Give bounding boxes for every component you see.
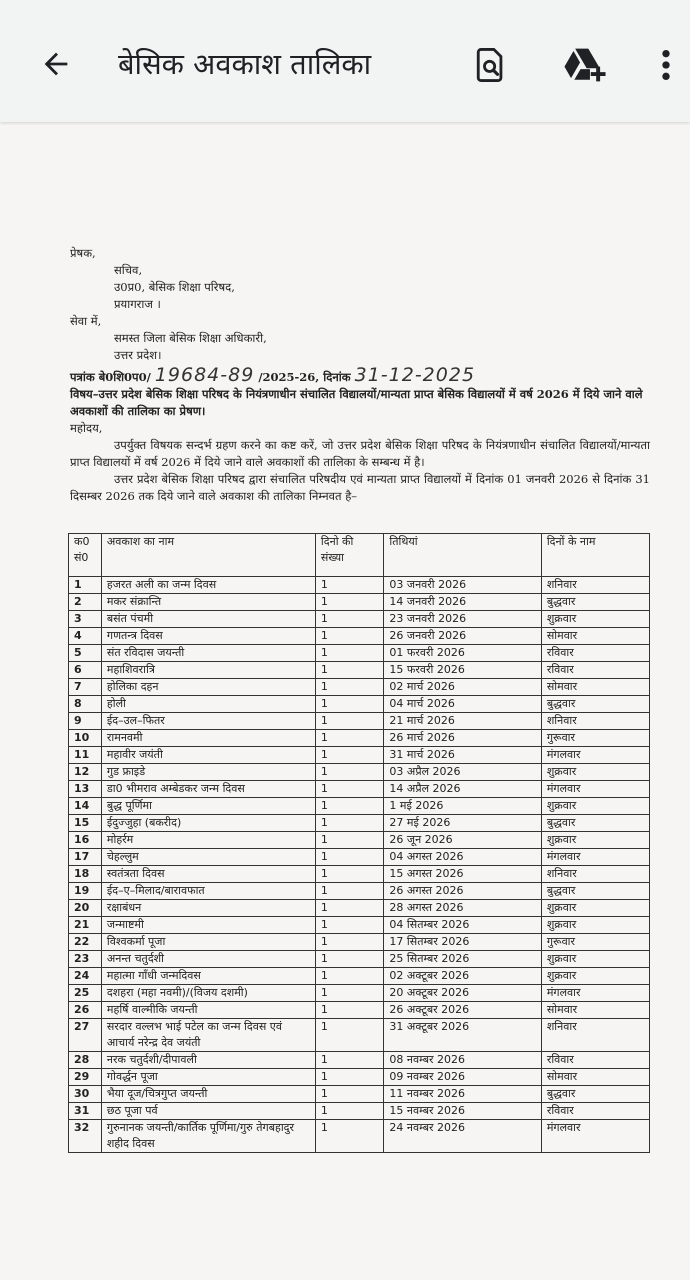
cell-day-count: 1	[315, 577, 384, 594]
cell-date: 14 जनवरी 2026	[384, 594, 541, 611]
cell-weekday: शनिवार	[541, 1019, 649, 1052]
cell-serial: 26	[69, 1002, 102, 1019]
cell-day-count: 1	[315, 866, 384, 883]
holiday-table	[68, 533, 650, 1153]
cell-date: 26 जून 2026	[384, 832, 541, 849]
find-in-document-button[interactable]	[466, 40, 516, 90]
cell-holiday-name: गुरुनानक जयन्ती/कार्तिक पूर्णिमा/गुरु तेगबहादुर शहीद दिवस	[101, 1120, 315, 1153]
cell-serial: 9	[69, 713, 102, 730]
cell-serial: 7	[69, 679, 102, 696]
cell-weekday: मंगलवार	[541, 849, 649, 866]
cell-weekday: रविवार	[541, 1103, 649, 1120]
table-row	[69, 1103, 650, 1120]
cell-serial: 2	[69, 594, 102, 611]
cell-serial: 11	[69, 747, 102, 764]
cell-date: 31 अक्टूबर 2026	[384, 1019, 541, 1052]
cell-serial: 14	[69, 798, 102, 815]
cell-holiday-name: बसंत पंचमी	[101, 611, 315, 628]
cell-serial: 13	[69, 781, 102, 798]
table-row	[69, 866, 650, 883]
subject-line: विषय–उत्तर प्रदेश बेसिक शिक्षा परिषद के नियंत्रणाधीन संचालित विद्यालयों/मान्यता प्राप्त बेसिक विद्यालयों में वर्ष 2026 में दिये जाने वाले अवकाशों की तालिका का प्रेषण।	[70, 387, 643, 418]
cell-date: 08 नवम्बर 2026	[384, 1052, 541, 1069]
cell-holiday-name: अनन्त चतुर्दशी	[101, 951, 315, 968]
more-vert-icon	[661, 48, 671, 82]
cell-holiday-name: होलिका दहन	[101, 679, 315, 696]
cell-holiday-name: मकर संक्रान्ति	[101, 594, 315, 611]
cell-holiday-name: छठ पूजा पर्व	[101, 1103, 315, 1120]
table-row	[69, 849, 650, 866]
cell-weekday: शनिवार	[541, 577, 649, 594]
cell-weekday: बुद्धवार	[541, 883, 649, 900]
cell-serial: 8	[69, 696, 102, 713]
table-row	[69, 781, 650, 798]
cell-holiday-name: रामनवमी	[101, 730, 315, 747]
cell-date: 15 अगस्त 2026	[384, 866, 541, 883]
cell-day-count: 1	[315, 798, 384, 815]
cell-holiday-name: महाशिवरात्रि	[101, 662, 315, 679]
paragraph-1: उपर्युक्त विषयक सन्दर्भ ग्रहण करने का कष्ट करें, जो उत्तर प्रदेश बेसिक शिक्षा परिषद के नियंत्रणाधीन संचालित विद्यालयों/मान्यता प्राप्त विद्यालयों में वर्ष 2026 में दिये जाने वाले अवकाशों की तालिका के सम्बन्ध में है।	[70, 438, 650, 469]
cell-weekday: शुक्रवार	[541, 951, 649, 968]
cell-weekday: शुक्रवार	[541, 611, 649, 628]
header-dates: तिथियां	[384, 534, 541, 577]
cell-day-count: 1	[315, 951, 384, 968]
sender-line-3: प्रयागराज ।	[114, 297, 161, 311]
cell-day-count: 1	[315, 1052, 384, 1069]
cell-holiday-name: गणतन्त्र दिवस	[101, 628, 315, 645]
cell-serial: 28	[69, 1052, 102, 1069]
cell-weekday: शुक्रवार	[541, 968, 649, 985]
cell-day-count: 1	[315, 696, 384, 713]
cell-holiday-name: महात्मा गाँधी जन्मदिवस	[101, 968, 315, 985]
cell-weekday: शुक्रवार	[541, 900, 649, 917]
cell-serial: 19	[69, 883, 102, 900]
paragraph-2: उत्तर प्रदेश बेसिक शिक्षा परिषद द्वारा संचालित परिषदीय एवं मान्यता प्राप्त विद्यालयों में दिनांक 01 जनवरी 2026 से दिनांक 31 दिसम्बर 2026 तक दिये जाने वाले अवकाश की तालिका निम्नवत है–	[70, 472, 650, 503]
cell-day-count: 1	[315, 815, 384, 832]
table-row	[69, 951, 650, 968]
cell-date: 14 अप्रैल 2026	[384, 781, 541, 798]
cell-weekday: मंगलवार	[541, 747, 649, 764]
cell-date: 26 मार्च 2026	[384, 730, 541, 747]
reference-line	[70, 364, 650, 386]
cell-holiday-name: ईद–उल–फितर	[101, 713, 315, 730]
table-row	[69, 696, 650, 713]
table-row	[69, 900, 650, 917]
cell-serial: 3	[69, 611, 102, 628]
table-row	[69, 1052, 650, 1069]
header-holiday-name: अवकाश का नाम	[101, 534, 315, 577]
cell-date: 04 अगस्त 2026	[384, 849, 541, 866]
reference-date-handwritten: 31-12-2025	[354, 364, 476, 386]
table-row	[69, 747, 650, 764]
cell-day-count: 1	[315, 934, 384, 951]
cell-serial: 32	[69, 1120, 102, 1153]
cell-date: 27 मई 2026	[384, 815, 541, 832]
table-header-row	[69, 534, 650, 577]
cell-weekday: बुद्धवार	[541, 696, 649, 713]
app-bar	[0, 0, 690, 122]
cell-date: 01 फरवरी 2026	[384, 645, 541, 662]
add-to-drive-button[interactable]	[560, 40, 610, 90]
cell-serial: 10	[69, 730, 102, 747]
cell-serial: 24	[69, 968, 102, 985]
table-row	[69, 1086, 650, 1103]
cell-serial: 25	[69, 985, 102, 1002]
recipient-line-1: समस्त जिला बेसिक शिक्षा अधिकारी,	[114, 331, 267, 345]
cell-day-count: 1	[315, 611, 384, 628]
cell-holiday-name: महावीर जयंती	[101, 747, 315, 764]
recipient-line-2: उत्तर प्रदेश।	[114, 348, 162, 362]
cell-holiday-name: चेहल्लुम	[101, 849, 315, 866]
cell-day-count: 1	[315, 849, 384, 866]
cell-date: 04 सितम्बर 2026	[384, 917, 541, 934]
cell-holiday-name: गोवर्द्धन पूजा	[101, 1069, 315, 1086]
table-row	[69, 577, 650, 594]
cell-date: 24 नवम्बर 2026	[384, 1120, 541, 1153]
cell-day-count: 1	[315, 985, 384, 1002]
cell-holiday-name: होली	[101, 696, 315, 713]
cell-serial: 1	[69, 577, 102, 594]
cell-date: 26 अक्टूबर 2026	[384, 1002, 541, 1019]
cell-serial: 5	[69, 645, 102, 662]
table-row	[69, 730, 650, 747]
cell-weekday: रविवार	[541, 645, 649, 662]
cell-date: 1 मई 2026	[384, 798, 541, 815]
cell-serial: 4	[69, 628, 102, 645]
cell-day-count: 1	[315, 883, 384, 900]
cell-date: 02 मार्च 2026	[384, 679, 541, 696]
cell-holiday-name: डा0 भीमराव अम्बेडकर जन्म दिवस	[101, 781, 315, 798]
cell-weekday: सोमवार	[541, 1069, 649, 1086]
cell-date: 03 अप्रैल 2026	[384, 764, 541, 781]
cell-holiday-name: हजरत अली का जन्म दिवस	[101, 577, 315, 594]
cell-weekday: शुक्रवार	[541, 917, 649, 934]
letter-body	[70, 245, 650, 505]
table-row	[69, 883, 650, 900]
table-row	[69, 713, 650, 730]
cell-day-count: 1	[315, 730, 384, 747]
back-button[interactable]	[32, 40, 80, 88]
cell-weekday: सोमवार	[541, 628, 649, 645]
cell-weekday: बुद्धवार	[541, 594, 649, 611]
cell-date: 20 अक्टूबर 2026	[384, 985, 541, 1002]
cell-weekday: शनिवार	[541, 866, 649, 883]
more-options-button[interactable]	[642, 40, 690, 90]
table-row	[69, 934, 650, 951]
cell-day-count: 1	[315, 1086, 384, 1103]
header-serial: क0 सं0	[69, 534, 102, 577]
header-weekday: दिनों के नाम	[541, 534, 649, 577]
cell-day-count: 1	[315, 900, 384, 917]
cell-weekday: शुक्रवार	[541, 764, 649, 781]
cell-serial: 21	[69, 917, 102, 934]
cell-day-count: 1	[315, 594, 384, 611]
add-to-drive-icon	[562, 45, 608, 85]
cell-holiday-name: स्वतंत्रता दिवस	[101, 866, 315, 883]
recipient-label: सेवा में,	[70, 314, 102, 328]
cell-serial: 30	[69, 1086, 102, 1103]
cell-day-count: 1	[315, 645, 384, 662]
cell-date: 28 अगस्त 2026	[384, 900, 541, 917]
reference-prefix: पत्रांक बे0शि0प0/	[70, 370, 151, 384]
cell-weekday: गुरूवार	[541, 730, 649, 747]
table-row	[69, 832, 650, 849]
cell-weekday: मंगलवार	[541, 1120, 649, 1153]
cell-date: 17 सितम्बर 2026	[384, 934, 541, 951]
cell-date: 23 जनवरी 2026	[384, 611, 541, 628]
cell-serial: 22	[69, 934, 102, 951]
cell-holiday-name: सरदार वल्लभ भाई पटेल का जन्म दिवस एवं आचार्य नरेन्द्र देव जयंती	[101, 1019, 315, 1052]
cell-day-count: 1	[315, 968, 384, 985]
reference-mid: /2025-26, दिनांक	[258, 370, 351, 384]
cell-weekday: रविवार	[541, 1052, 649, 1069]
cell-holiday-name: बुद्ध पूर्णिमा	[101, 798, 315, 815]
cell-date: 11 नवम्बर 2026	[384, 1086, 541, 1103]
sender-line-1: सचिव,	[114, 263, 143, 277]
arrow-back-icon	[39, 47, 73, 81]
cell-weekday: मंगलवार	[541, 781, 649, 798]
cell-holiday-name: ईदुज्जुहा (बकरीद)	[101, 815, 315, 832]
cell-date: 26 अगस्त 2026	[384, 883, 541, 900]
cell-date: 15 नवम्बर 2026	[384, 1103, 541, 1120]
table-row	[69, 985, 650, 1002]
cell-serial: 17	[69, 849, 102, 866]
cell-day-count: 1	[315, 1019, 384, 1052]
cell-weekday: सोमवार	[541, 1002, 649, 1019]
cell-day-count: 1	[315, 764, 384, 781]
cell-date: 21 मार्च 2026	[384, 713, 541, 730]
cell-weekday: बुद्धवार	[541, 1086, 649, 1103]
cell-holiday-name: मोहर्रम	[101, 832, 315, 849]
table-row	[69, 917, 650, 934]
cell-day-count: 1	[315, 832, 384, 849]
table-row	[69, 815, 650, 832]
cell-serial: 31	[69, 1103, 102, 1120]
table-row	[69, 679, 650, 696]
cell-weekday: बुद्धवार	[541, 815, 649, 832]
table-row	[69, 594, 650, 611]
cell-weekday: मंगलवार	[541, 985, 649, 1002]
reference-number-handwritten: 19684-89	[154, 364, 255, 386]
cell-day-count: 1	[315, 662, 384, 679]
cell-holiday-name: महर्षि वाल्मीकि जयन्ती	[101, 1002, 315, 1019]
cell-day-count: 1	[315, 1002, 384, 1019]
cell-holiday-name: गुड फ्राइडे	[101, 764, 315, 781]
cell-serial: 23	[69, 951, 102, 968]
table-row	[69, 611, 650, 628]
cell-date: 26 जनवरी 2026	[384, 628, 541, 645]
document-title: बेसिक अवकाश तालिका	[118, 47, 372, 81]
cell-date: 02 अक्टूबर 2026	[384, 968, 541, 985]
table-row	[69, 1002, 650, 1019]
sender-label: प्रेषक,	[70, 246, 96, 260]
cell-day-count: 1	[315, 781, 384, 798]
header-day-count: दिनो की संख्या	[315, 534, 384, 577]
cell-weekday: रविवार	[541, 662, 649, 679]
cell-date: 31 मार्च 2026	[384, 747, 541, 764]
sender-line-2: उ0प्र0, बेसिक शिक्षा परिषद,	[114, 280, 235, 294]
table-row	[69, 764, 650, 781]
cell-holiday-name: ईद–ए–मिलाद/बारावफात	[101, 883, 315, 900]
table-row	[69, 968, 650, 985]
table-row	[69, 798, 650, 815]
table-row	[69, 645, 650, 662]
cell-weekday: शुक्रवार	[541, 832, 649, 849]
cell-serial: 27	[69, 1019, 102, 1052]
cell-day-count: 1	[315, 628, 384, 645]
cell-holiday-name: नरक चतुर्दशी/दीपावली	[101, 1052, 315, 1069]
cell-weekday: शुक्रवार	[541, 798, 649, 815]
cell-day-count: 1	[315, 1069, 384, 1086]
cell-serial: 18	[69, 866, 102, 883]
cell-day-count: 1	[315, 713, 384, 730]
cell-holiday-name: संत रविदास जयन्ती	[101, 645, 315, 662]
document-search-icon	[474, 46, 508, 84]
cell-weekday: सोमवार	[541, 679, 649, 696]
table-row	[69, 662, 650, 679]
table-row	[69, 1120, 650, 1153]
cell-serial: 6	[69, 662, 102, 679]
cell-day-count: 1	[315, 679, 384, 696]
cell-weekday: शनिवार	[541, 713, 649, 730]
cell-holiday-name: विश्वकर्मा पूजा	[101, 934, 315, 951]
cell-date: 03 जनवरी 2026	[384, 577, 541, 594]
cell-weekday: गुरूवार	[541, 934, 649, 951]
cell-serial: 15	[69, 815, 102, 832]
table-row	[69, 628, 650, 645]
cell-holiday-name: दशहरा (महा नवमी)/(विजय दशमी)	[101, 985, 315, 1002]
cell-day-count: 1	[315, 747, 384, 764]
cell-serial: 20	[69, 900, 102, 917]
table-row	[69, 1019, 650, 1052]
cell-date: 04 मार्च 2026	[384, 696, 541, 713]
cell-day-count: 1	[315, 1120, 384, 1153]
table-row	[69, 1069, 650, 1086]
salutation: महोदय,	[70, 421, 103, 435]
cell-holiday-name: जन्माष्टमी	[101, 917, 315, 934]
cell-date: 09 नवम्बर 2026	[384, 1069, 541, 1086]
cell-date: 15 फरवरी 2026	[384, 662, 541, 679]
cell-serial: 12	[69, 764, 102, 781]
cell-serial: 16	[69, 832, 102, 849]
cell-date: 25 सितम्बर 2026	[384, 951, 541, 968]
cell-holiday-name: भैया दूज/चित्रगुप्त जयन्ती	[101, 1086, 315, 1103]
cell-day-count: 1	[315, 1103, 384, 1120]
cell-serial: 29	[69, 1069, 102, 1086]
cell-day-count: 1	[315, 917, 384, 934]
cell-holiday-name: रक्षाबंधन	[101, 900, 315, 917]
